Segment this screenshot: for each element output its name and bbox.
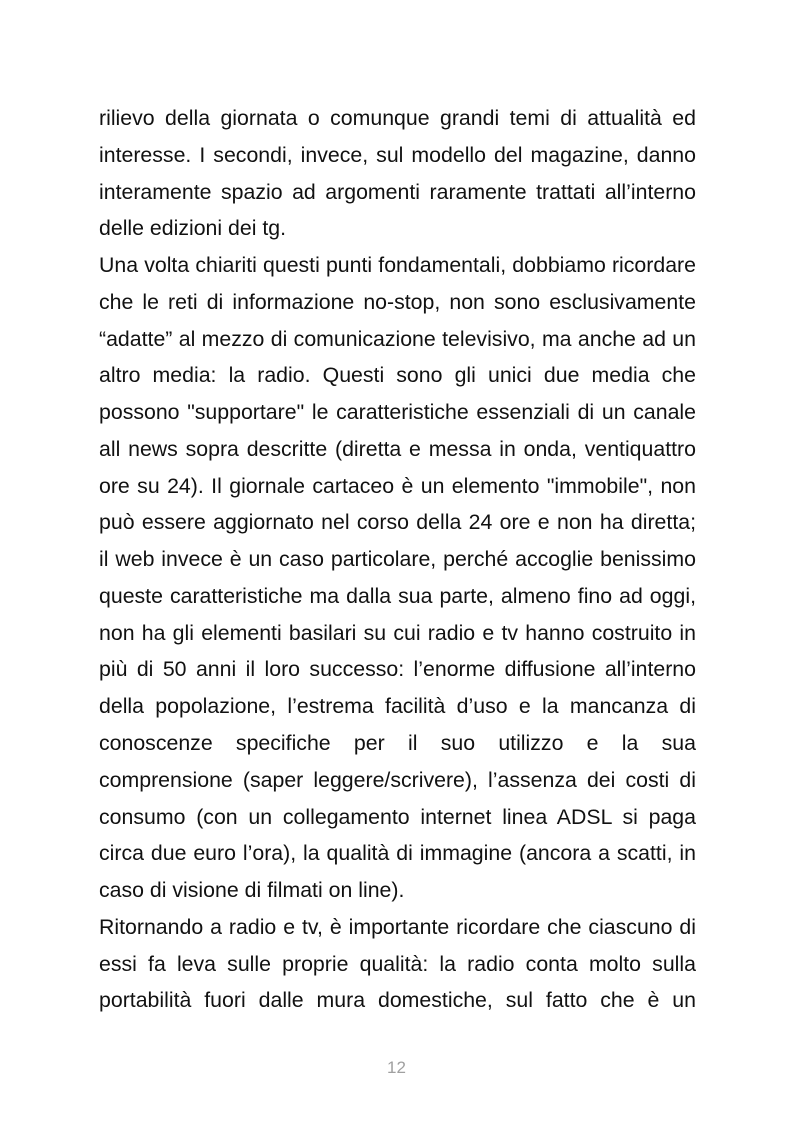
text-line: interesse. I secondi, invece, sul modello del magazine, danno xyxy=(99,142,696,167)
text-line: più di 50 anni il loro successo: l’enorme diffusione all’interno xyxy=(99,657,696,682)
text-line: conoscenze specifiche per il suo utilizzo e la sua xyxy=(99,731,696,756)
text-line: il web invece è un caso particolare, perché accoglie benissimo xyxy=(99,547,696,572)
text-line: essi fa leva sulle proprie qualità: la radio conta molto sulla xyxy=(99,951,696,976)
page-number: 12 xyxy=(387,1058,406,1077)
page-body xyxy=(99,100,696,1019)
text-line: della popolazione, l’estrema facilità d’uso e la mancanza di xyxy=(99,694,696,719)
text-line: che le reti di informazione no-stop, non sono esclusivamente xyxy=(99,289,696,314)
text-line: consumo (con un collegamento internet linea ADSL si paga xyxy=(99,804,696,829)
text-line: delle edizioni dei tg. xyxy=(99,216,287,241)
text-line: caso di visione di filmati on line). xyxy=(99,878,405,903)
text-line: comprensione (saper leggere/scrivere), l’assenza dei costi di xyxy=(99,767,696,792)
text-line: circa due euro l’ora), la qualità di immagine (ancora a scatti, in xyxy=(99,841,696,866)
text-line: altro media: la radio. Questi sono gli unici due media che xyxy=(99,363,696,388)
text-line: possono "supportare" le caratteristiche essenziali di un canale xyxy=(99,400,696,425)
text-line: queste caratteristiche ma dalla sua parte, almeno fino ad oggi, xyxy=(99,583,696,608)
text-line: non ha gli elementi basilari su cui radio e tv hanno costruito in xyxy=(99,620,696,645)
text-line: “adatte” al mezzo di comunicazione televisivo, ma anche ad un xyxy=(99,326,696,351)
text-line: rilievo della giornata o comunque grandi temi di attualità ed xyxy=(99,106,696,130)
text-line: all news sopra descritte (diretta e messa in onda, ventiquattro xyxy=(99,436,696,461)
text-line: ore su 24). Il giornale cartaceo è un elemento "immobile", non xyxy=(99,473,696,498)
text-line: può essere aggiornato nel corso della 24 ore e non ha diretta; xyxy=(99,510,696,535)
text-line: interamente spazio ad argomenti raramente trattati all’interno xyxy=(99,179,696,204)
text-line: Ritornando a radio e tv, è importante ricordare che ciascuno di xyxy=(99,914,696,939)
text-line: Una volta chiariti questi punti fondamentali, dobbiamo ricordare xyxy=(99,253,696,278)
text-line: portabilità fuori dalle mura domestiche, sul fatto che è un xyxy=(99,988,696,1013)
